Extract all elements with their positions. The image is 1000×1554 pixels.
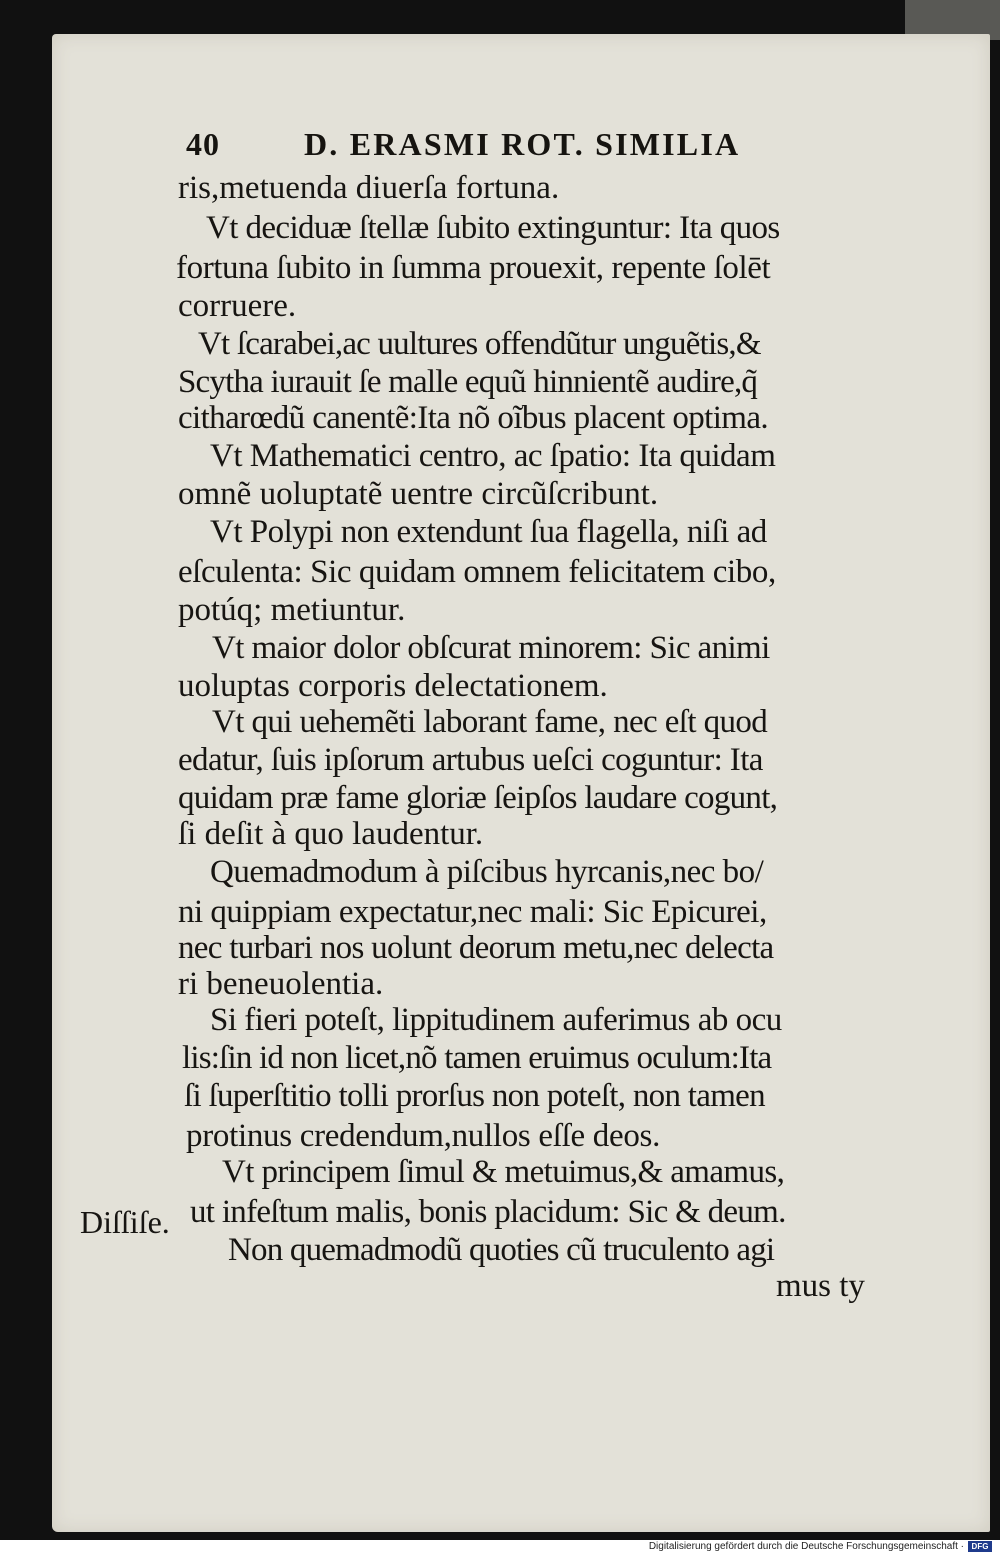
text-line: Vt ſcarabei,ac uultures offendũtur unguẽtis,& bbox=[198, 326, 761, 362]
text-line catchword: mus ty bbox=[776, 1268, 865, 1304]
text-line: omnẽ uoluptatẽ uentre circũſcribunt. bbox=[178, 476, 659, 512]
text-line: uoluptas corporis delectationem. bbox=[178, 668, 608, 704]
text-line: Non quemadmodũ quoties cũ truculento agi bbox=[228, 1232, 775, 1268]
text-line: ſi ſuperſtitio tolli prorſus non poteſt, non tamen bbox=[184, 1078, 765, 1114]
text-line: quidam præ fame gloriæ ſeipſos laudare cogunt, bbox=[178, 780, 778, 816]
text-line: potúq; metiuntur. bbox=[178, 592, 406, 628]
text-line: Vt qui uehemẽti laborant fame, nec eſt quod bbox=[212, 704, 768, 740]
text-line: ſi deſit à quo laudentur. bbox=[178, 816, 484, 852]
text-line: ut infeſtum malis, bonis placidum: Sic & deum. bbox=[190, 1194, 786, 1230]
text-line: ri beneuolentia. bbox=[178, 966, 384, 1002]
text-line: Vt maior dolor obſcurat minorem: Sic animi bbox=[212, 630, 770, 666]
page-number: 40 bbox=[186, 126, 220, 162]
text-line: Vt deciduæ ſtellæ ſubito extinguntur: Ita quos bbox=[206, 210, 780, 246]
marginal-note: Diſſiſe. bbox=[80, 1204, 170, 1240]
text-line: Scytha iurauit ſe malle equũ hinnientẽ audire,q̃ bbox=[178, 364, 758, 400]
running-head: D. ERASMI ROT. SIMILIA bbox=[304, 126, 741, 162]
text-line: Quemadmodum à piſcibus hyrcanis,nec bo/ bbox=[210, 854, 764, 890]
footer-credit: Digitalisierung gefördert durch die Deutsche Forschungsgemeinschaft · bbox=[648, 1541, 964, 1552]
text-line: lis:ſin id non licet,nõ tamen eruimus oculum:Ita bbox=[182, 1040, 772, 1076]
text-line: Vt principem ſimul & metuimus,& amamus, bbox=[222, 1154, 785, 1190]
text-line: nec turbari nos uolunt deorum metu,nec delecta bbox=[178, 930, 774, 966]
text-line: citharœdũ canentẽ:Ita nõ oĩbus placent optima. bbox=[178, 400, 769, 436]
text-line: ris,metuenda diuerſa fortuna. bbox=[178, 170, 560, 206]
text-line: Vt Polypi non extendunt ſua flagella, niſi ad bbox=[210, 514, 767, 550]
text-line: corruere. bbox=[178, 288, 297, 324]
dfg-logo[interactable]: DFG bbox=[968, 1541, 992, 1552]
text-line: protinus credendum,nullos eſſe deos. bbox=[186, 1118, 661, 1154]
digitization-footer bbox=[0, 1540, 1000, 1554]
text-line: edatur, ſuis ipſorum artubus ueſci coguntur: Ita bbox=[178, 742, 763, 778]
text-line: Vt Mathematici centro, ac ſpatio: Ita quidam bbox=[210, 438, 776, 474]
text-line: eſculenta: Sic quidam omnem felicitatem cibo, bbox=[178, 554, 776, 590]
text-line: Si fieri poteſt, lippitudinem auferimus ab ocu bbox=[210, 1002, 782, 1038]
text-line: ni quippiam expectatur,nec mali: Sic Epicurei, bbox=[178, 894, 767, 930]
text-line: fortuna ſubito in ſumma prouexit, repente ſolēt bbox=[176, 250, 771, 286]
